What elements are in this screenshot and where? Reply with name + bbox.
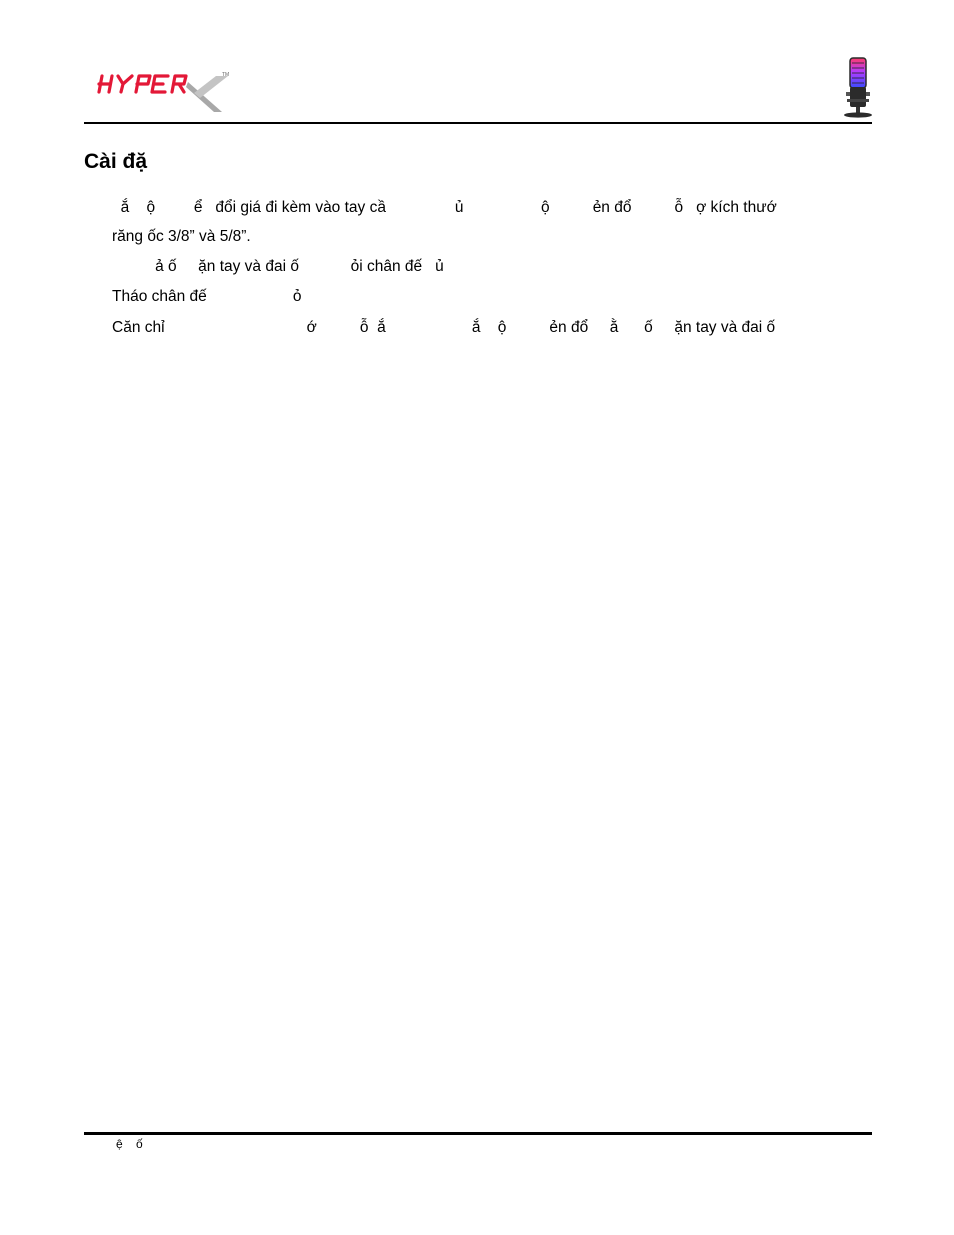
hyperx-logo (96, 68, 236, 114)
body-line-2: răng ốc 3/8” và 5/8”. (112, 228, 251, 245)
footer-divider (84, 1132, 872, 1135)
body-line-1: ắ ộ ể đổi giá đi kèm vào tay cầ ủ ộ ẻn đổ ỗ ợ kích thướ (112, 199, 777, 216)
page-header (84, 52, 872, 122)
body-line-4: Tháo chân đế ỏ (112, 288, 302, 305)
body-line-3: ả ố ặn tay và đai ố ỏi chân đế ủ (112, 258, 444, 275)
svg-text:TM: TM (222, 72, 230, 78)
page-title: Cài đặ (84, 150, 148, 173)
header-divider (84, 122, 872, 124)
microphone-icon (840, 54, 876, 120)
footer-text: ệ ố (116, 1137, 143, 1151)
body-line-5: Căn chỉ ớ ỗ ắ ắ ộ ẻn đổ ằ ố ặn tay và đai ố (112, 319, 776, 336)
